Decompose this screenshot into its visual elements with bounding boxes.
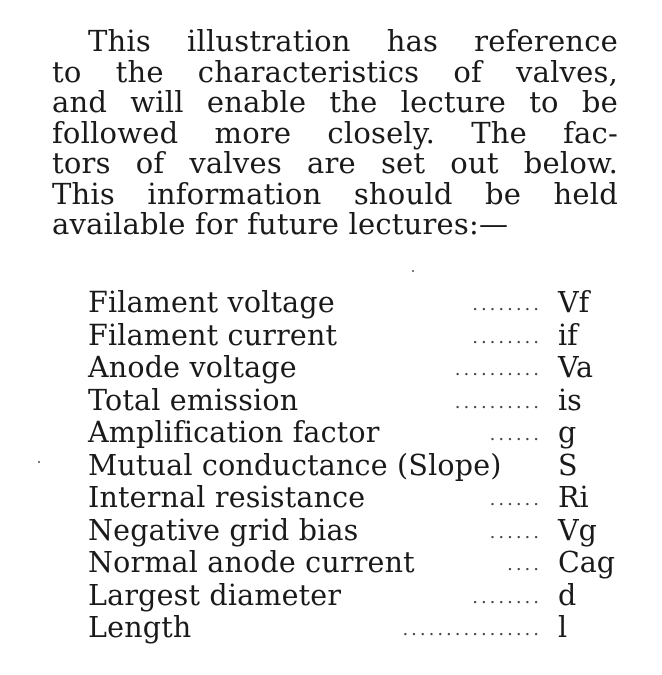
factor-label: Anode voltage: [88, 351, 297, 384]
factor-row: [88, 320, 636, 353]
factor-label: Total emission: [88, 383, 299, 417]
dot-leader: ....: [507, 554, 542, 575]
print-speck: [38, 461, 40, 463]
factor-row: [88, 580, 636, 613]
intro-line: to the characteristics of valves,: [52, 54, 618, 89]
dot-leader: ........: [472, 326, 542, 348]
factor-symbol: Vf: [558, 286, 590, 319]
intro-line: This illustration has reference: [88, 24, 618, 58]
factor-row: [88, 482, 636, 515]
factor-row: [88, 385, 636, 418]
intro-paragraph: [52, 26, 618, 240]
factor-label: Filament current: [88, 318, 338, 352]
factor-label: Largest diameter: [88, 578, 342, 612]
factor-symbol: Vg: [558, 513, 597, 547]
factor-symbol: Cag: [558, 546, 616, 579]
dot-leader: ........: [472, 294, 542, 315]
factor-label: Internal resistance: [88, 481, 366, 514]
factor-row: [88, 287, 636, 320]
factor-label: Negative grid bias: [88, 513, 359, 547]
dot-leader: ................: [402, 619, 542, 640]
dot-leader: ......: [489, 424, 542, 445]
factor-symbol: S: [558, 448, 578, 482]
valve-factors-list: [88, 287, 636, 645]
factor-label: Amplification factor: [88, 416, 380, 449]
factor-row: [88, 352, 636, 385]
intro-line: and will enable the lecture to be: [52, 85, 618, 119]
factor-row: [88, 612, 636, 645]
factor-row: [88, 450, 636, 483]
intro-line: This information should be held: [52, 176, 618, 211]
factor-label: Mutual conductance (Slope): [88, 448, 502, 482]
factor-symbol: g: [558, 416, 577, 449]
intro-line: tors of valves are set out below.: [52, 146, 618, 180]
factor-symbol: Va: [558, 351, 593, 384]
print-speck: [412, 270, 414, 272]
factor-label: Normal anode current: [88, 546, 415, 579]
factor-row: [88, 417, 636, 450]
dot-leader: ........: [472, 586, 542, 608]
factor-label: Length: [88, 611, 192, 644]
factor-row: [88, 547, 636, 580]
factor-symbol: d: [558, 578, 577, 612]
factor-label: Filament voltage: [88, 286, 335, 319]
dot-leader: ......: [489, 489, 542, 510]
dot-leader: ..........: [454, 359, 542, 380]
factor-symbol: l: [558, 611, 568, 644]
intro-line: available for future lectures:—: [52, 207, 509, 241]
factor-row: [88, 515, 636, 548]
factor-symbol: Ri: [558, 481, 589, 514]
factor-symbol: is: [558, 383, 582, 417]
factor-symbol: if: [558, 318, 578, 352]
intro-line: followed more closely. The fac-: [52, 115, 618, 150]
dot-leader: ......: [489, 521, 542, 543]
dot-leader: ..........: [454, 391, 542, 413]
